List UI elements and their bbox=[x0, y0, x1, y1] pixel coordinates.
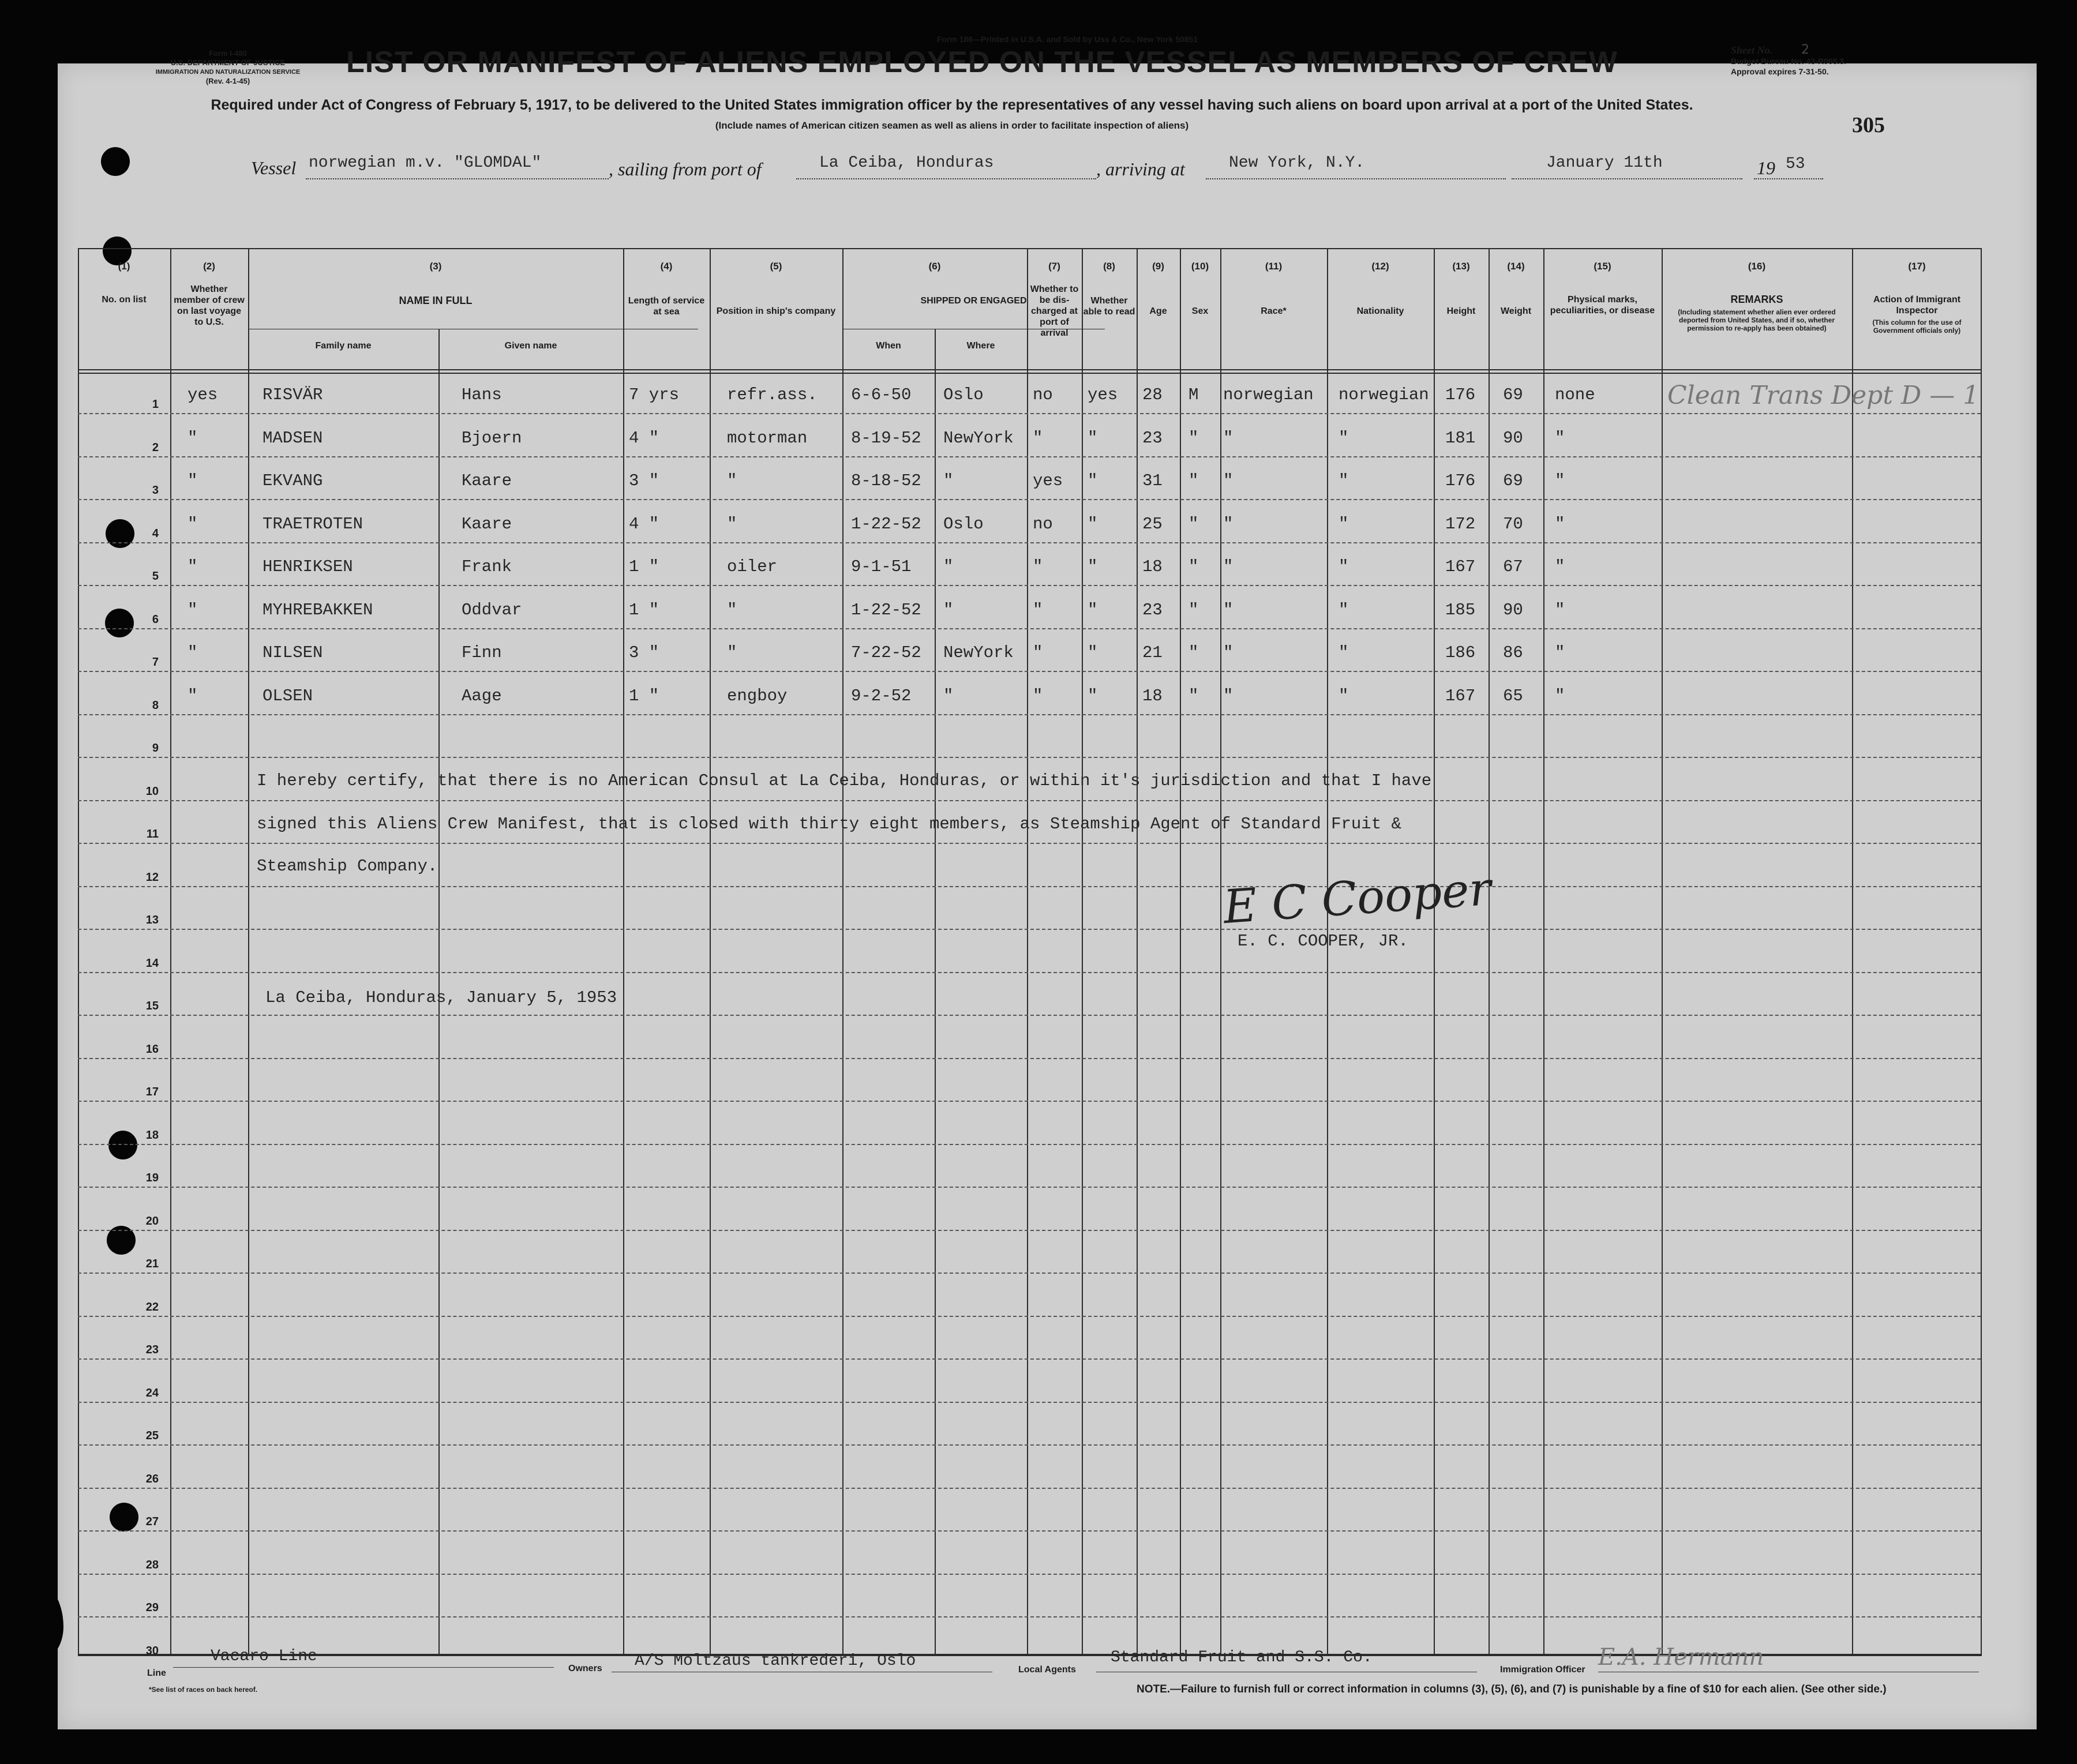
col-num: (5) bbox=[770, 261, 782, 272]
col-head-nationality: Nationality bbox=[1356, 306, 1404, 316]
crew-cell-service: 1 " bbox=[629, 600, 659, 620]
col-head-action-note: (This column for the use of Government officials only) bbox=[1872, 318, 1962, 335]
col-head-discharged: Whether to be dis-charged at port of arrival bbox=[1030, 284, 1079, 338]
agent-signature: E C Cooper bbox=[1221, 861, 1493, 934]
crew-cell-discharged: yes bbox=[1033, 471, 1063, 490]
crew-cell-height: 186 bbox=[1445, 643, 1476, 662]
row-number: 16 bbox=[145, 1042, 159, 1056]
crew-cell-race: " bbox=[1223, 686, 1234, 705]
crew-cell-sex: " bbox=[1189, 471, 1199, 490]
row-number: 20 bbox=[145, 1214, 159, 1228]
crew-cell-service: 7 yrs bbox=[629, 385, 680, 404]
crew-cell-service: 3 " bbox=[629, 643, 659, 662]
crew-cell-nationality: " bbox=[1339, 600, 1349, 620]
crew-cell-given: Aage bbox=[462, 686, 502, 705]
crew-cell-height: 167 bbox=[1445, 686, 1476, 705]
col-num: (15) bbox=[1594, 261, 1611, 272]
row-rule bbox=[78, 499, 1981, 500]
row-rule bbox=[78, 1058, 1981, 1059]
vessel-line bbox=[0, 153, 2077, 182]
sheet-label: Sheet No. bbox=[1731, 44, 1772, 56]
certificate-line-1: I hereby certify, that there is no American Consul at La Ceiba, Honduras, or within it's jurisdiction and that I have bbox=[257, 771, 1432, 790]
row-rule bbox=[78, 929, 1981, 930]
crew-cell-marks: " bbox=[1555, 557, 1565, 576]
col-head-physical: Physical marks, peculiarities, or disease bbox=[1550, 295, 1655, 316]
certificate-line-2: signed this Aliens Crew Manifest, that is closed with thirty eight members, as Steamship Agent of Standard Fruit & bbox=[257, 815, 1401, 834]
row-rule bbox=[78, 800, 1981, 801]
crew-cell-read: " bbox=[1088, 600, 1098, 620]
crew-cell-race: " bbox=[1223, 600, 1234, 620]
crew-cell-weight: 69 bbox=[1503, 471, 1523, 490]
col-head-age: Age bbox=[1149, 306, 1167, 316]
crew-cell-marks: " bbox=[1555, 643, 1565, 662]
crew-cell-age: 18 bbox=[1142, 557, 1163, 576]
crew-cell-age: 31 bbox=[1142, 471, 1163, 490]
crew-cell-height: 176 bbox=[1445, 471, 1476, 490]
row-rule bbox=[78, 628, 1981, 629]
footer bbox=[0, 1644, 2077, 1695]
row-rule bbox=[78, 585, 1981, 586]
crew-cell-family: EKVANG bbox=[263, 471, 323, 490]
col-head-shipped: SHIPPED OR ENGAGED bbox=[920, 296, 1027, 306]
row-number: 14 bbox=[145, 956, 159, 970]
crew-cell-read: " bbox=[1088, 686, 1098, 705]
crew-cell-marks: " bbox=[1555, 686, 1565, 705]
crew-cell-given: Oddvar bbox=[462, 600, 522, 620]
crew-cell-discharged: " bbox=[1033, 600, 1043, 620]
row-rule bbox=[78, 1530, 1981, 1532]
crew-cell-age: 28 bbox=[1142, 385, 1163, 404]
crew-cell-age: 18 bbox=[1142, 686, 1163, 705]
row-rule bbox=[78, 972, 1981, 973]
crew-cell-discharged: no bbox=[1033, 514, 1053, 534]
crew-cell-race: " bbox=[1223, 514, 1234, 534]
crew-cell-service: 4 " bbox=[629, 428, 659, 448]
crew-cell-weight: 86 bbox=[1503, 643, 1523, 662]
row-number: 24 bbox=[145, 1386, 159, 1399]
crew-cell-nationality: norwegian bbox=[1339, 385, 1429, 404]
crew-cell-position: " bbox=[727, 514, 737, 534]
sheet-block bbox=[1731, 45, 1962, 77]
row-rule bbox=[78, 1273, 1981, 1274]
signer-name: E. C. COOPER, JR. bbox=[1238, 932, 1408, 951]
crew-cell-when: 1-22-52 bbox=[851, 600, 921, 620]
row-rule bbox=[78, 542, 1981, 543]
row-number: 2 bbox=[152, 441, 159, 454]
col-head-weight: Weight bbox=[1500, 306, 1532, 316]
col-head-no: No. on list bbox=[102, 295, 147, 305]
crew-cell-where: Oslo bbox=[943, 514, 984, 534]
row-number: 7 bbox=[152, 656, 159, 669]
row-rule bbox=[78, 1316, 1981, 1317]
crew-cell-when: 8-18-52 bbox=[851, 471, 921, 490]
col-num: (10) bbox=[1191, 261, 1209, 272]
vessel-label: Vessel bbox=[251, 157, 297, 178]
crew-cell-where: Oslo bbox=[943, 385, 984, 404]
vessel-value: norwegian m.v. "GLOMDAL" bbox=[309, 154, 542, 172]
crew-table bbox=[78, 248, 1982, 1658]
col-head-name: NAME IN FULL bbox=[399, 295, 473, 306]
col-num: (12) bbox=[1371, 261, 1389, 272]
row-number: 9 bbox=[152, 742, 159, 755]
crew-cell-sex: " bbox=[1189, 600, 1199, 620]
col-head-height: Height bbox=[1446, 306, 1476, 316]
crew-cell-when: 9-1-51 bbox=[851, 557, 912, 576]
row-number: 26 bbox=[145, 1472, 159, 1485]
row-number: 6 bbox=[152, 613, 159, 626]
arrival-date: January 11th bbox=[1546, 154, 1663, 172]
arriving-label: , arriving at bbox=[1096, 159, 1185, 179]
crew-cell-read: " bbox=[1088, 557, 1098, 576]
approval-line: Approval expires 7-31-50. bbox=[1731, 67, 1829, 76]
crew-cell-when: 7-22-52 bbox=[851, 643, 921, 662]
crew-cell-read: " bbox=[1088, 643, 1098, 662]
crew-cell-nationality: " bbox=[1339, 471, 1349, 490]
col-head-read: Whether able to read bbox=[1083, 296, 1135, 317]
col-head-action: Action of Immigrant Inspector bbox=[1873, 295, 1961, 316]
crew-cell-prev: yes bbox=[188, 385, 218, 404]
crew-cell-prev: " bbox=[188, 428, 198, 448]
crew-cell-where: " bbox=[943, 686, 954, 705]
col-num: (17) bbox=[1908, 261, 1926, 272]
row-rule bbox=[78, 1230, 1981, 1231]
row-rule bbox=[78, 757, 1981, 758]
row-rule bbox=[78, 456, 1981, 457]
crew-cell-discharged: no bbox=[1033, 385, 1053, 404]
crew-cell-where: " bbox=[943, 471, 954, 490]
officer-label: Immigration Officer bbox=[1500, 1665, 1585, 1675]
crew-cell-discharged: " bbox=[1033, 686, 1043, 705]
row-rule bbox=[78, 714, 1981, 715]
row-rule bbox=[78, 1358, 1981, 1360]
crew-cell-weight: 90 bbox=[1503, 600, 1523, 620]
form-number: Form I-480 bbox=[209, 49, 247, 58]
crew-cell-service: 4 " bbox=[629, 514, 659, 534]
crew-cell-given: Kaare bbox=[462, 471, 512, 490]
col-head-sex: Sex bbox=[1191, 306, 1209, 316]
certificate-line-3: Steamship Company. bbox=[257, 857, 438, 876]
crew-cell-nationality: " bbox=[1339, 643, 1349, 662]
crew-cell-nationality: " bbox=[1339, 428, 1349, 448]
crew-cell-marks: " bbox=[1555, 471, 1565, 490]
col-head-when: When bbox=[876, 341, 901, 351]
crew-cell-sex: " bbox=[1189, 643, 1199, 662]
row-number: 21 bbox=[145, 1258, 159, 1270]
row-rule bbox=[78, 843, 1981, 844]
crew-cell-position: engboy bbox=[727, 686, 788, 705]
crew-cell-weight: 67 bbox=[1503, 557, 1523, 576]
crew-cell-sex: " bbox=[1189, 686, 1199, 705]
crew-cell-sex: M bbox=[1189, 385, 1199, 404]
row-number: 18 bbox=[145, 1128, 159, 1142]
crew-cell-height: 167 bbox=[1445, 557, 1476, 576]
crew-cell-read: yes bbox=[1088, 385, 1118, 404]
row-rule bbox=[78, 671, 1981, 672]
row-number: 30 bbox=[145, 1644, 159, 1657]
row-number: 4 bbox=[152, 527, 159, 540]
crew-cell-prev: " bbox=[188, 471, 198, 490]
races-note: *See list of races on back hereof. bbox=[149, 1686, 258, 1694]
line-label: Line bbox=[147, 1668, 166, 1678]
owners-label: Owners bbox=[568, 1664, 602, 1673]
arriving-value: New York, N.Y. bbox=[1229, 154, 1365, 172]
crew-cell-when: 8-19-52 bbox=[851, 428, 921, 448]
crew-cell-age: 23 bbox=[1142, 428, 1163, 448]
col-num: (14) bbox=[1507, 261, 1525, 272]
crew-cell-height: 185 bbox=[1445, 600, 1476, 620]
col-head-race: Race* bbox=[1261, 306, 1287, 316]
row-rule bbox=[78, 1444, 1981, 1446]
crew-cell-family: OLSEN bbox=[263, 686, 313, 705]
crew-cell-race: norwegian bbox=[1223, 385, 1314, 404]
crew-cell-race: " bbox=[1223, 471, 1234, 490]
row-number: 28 bbox=[145, 1558, 159, 1571]
col-num: (3) bbox=[429, 261, 442, 272]
crew-cell-where: " bbox=[943, 557, 954, 576]
crew-cell-given: Kaare bbox=[462, 514, 512, 534]
agents-value: Standard Fruit and S.S. Co. bbox=[1111, 1649, 1373, 1667]
col-num: (16) bbox=[1748, 261, 1766, 272]
crew-cell-weight: 69 bbox=[1503, 385, 1523, 404]
crew-cell-age: 23 bbox=[1142, 600, 1163, 620]
crew-cell-when: 9-2-52 bbox=[851, 686, 912, 705]
crew-cell-where: NewYork bbox=[943, 643, 1014, 662]
crew-cell-family: MADSEN bbox=[263, 428, 323, 448]
crew-cell-sex: " bbox=[1189, 514, 1199, 534]
crew-cell-race: " bbox=[1223, 428, 1234, 448]
col-num: (7) bbox=[1048, 261, 1060, 272]
crew-cell-given: Bjoern bbox=[462, 428, 522, 448]
row-number: 29 bbox=[145, 1601, 159, 1614]
col-num: (11) bbox=[1265, 261, 1283, 272]
row-number: 15 bbox=[145, 1000, 159, 1012]
crew-cell-discharged: " bbox=[1033, 557, 1043, 576]
line-value: Vacaro Line bbox=[211, 1647, 317, 1665]
crew-cell-height: 181 bbox=[1445, 428, 1476, 448]
budget-line: Budget Bureau No. 43-R065.3. bbox=[1731, 57, 1846, 66]
col-head-prev-voyage: Whether member of crew on last voyage to U.S. bbox=[174, 284, 245, 327]
crew-cell-position: " bbox=[727, 600, 737, 620]
row-rule bbox=[78, 1402, 1981, 1403]
crew-cell-position: refr.ass. bbox=[727, 385, 818, 404]
crew-cell-given: Finn bbox=[462, 643, 502, 662]
row-number: 12 bbox=[145, 870, 159, 884]
crew-cell-sex: " bbox=[1189, 557, 1199, 576]
col-head-service: Length of service at sea bbox=[628, 296, 705, 317]
crew-cell-marks: " bbox=[1555, 514, 1565, 534]
col-head-position: Position in ship's company bbox=[716, 306, 836, 316]
row-number: 11 bbox=[146, 828, 159, 840]
crew-cell-where: " bbox=[943, 600, 954, 620]
crew-cell-prev: " bbox=[188, 686, 198, 705]
crew-cell-race: " bbox=[1223, 557, 1234, 576]
crew-cell-race: " bbox=[1223, 643, 1234, 662]
form-subnote: (Include names of American citizen seamen as well as aliens in order to facilitate inspection of aliens) bbox=[715, 120, 1189, 131]
crew-cell-prev: " bbox=[188, 600, 198, 620]
col-head-where: Where bbox=[966, 341, 995, 351]
crew-cell-prev: " bbox=[188, 514, 198, 534]
row-rule bbox=[78, 1101, 1981, 1102]
row-number: 17 bbox=[145, 1086, 159, 1098]
crew-cell-family: MYHREBAKKEN bbox=[263, 600, 373, 620]
row-rule bbox=[78, 1616, 1981, 1617]
col-head-remarks-note: (Including statement whether alien ever ordered deported from United States, and if so, whether permission to re-apply has been obtained) bbox=[1678, 308, 1836, 332]
crew-cell-position: " bbox=[727, 471, 737, 490]
crew-cell-nationality: " bbox=[1339, 557, 1349, 576]
row-rule bbox=[78, 1144, 1981, 1145]
crew-cell-service: 1 " bbox=[629, 557, 659, 576]
col-head-given: Given name bbox=[504, 341, 557, 351]
col-num: (1) bbox=[118, 261, 130, 272]
crew-cell-marks: " bbox=[1555, 600, 1565, 620]
torn-corner bbox=[0, 1575, 63, 1661]
row-number: 19 bbox=[145, 1172, 159, 1184]
remarks-pencil-note: Clean Trans Dept D — 1 bbox=[1667, 381, 1979, 410]
row-rule bbox=[78, 1187, 1981, 1188]
crew-cell-given: Hans bbox=[462, 385, 502, 404]
crew-cell-where: NewYork bbox=[943, 428, 1014, 448]
page-title: LIST OR MANIFEST OF ALIENS EMPLOYED ON THE VESSEL AS MEMBERS OF CREW bbox=[346, 46, 1618, 79]
crew-cell-weight: 70 bbox=[1503, 514, 1523, 534]
sailing-value: La Ceiba, Honduras bbox=[819, 154, 994, 172]
crew-cell-service: 3 " bbox=[629, 471, 659, 490]
row-number: 5 bbox=[152, 570, 159, 583]
crew-cell-nationality: " bbox=[1339, 686, 1349, 705]
col-num: (8) bbox=[1103, 261, 1115, 272]
crew-cell-read: " bbox=[1088, 471, 1098, 490]
crew-cell-sex: " bbox=[1189, 428, 1199, 448]
year-prefix: 19 bbox=[1757, 157, 1775, 178]
printer-line: Form 186—Printed in U.S.A. and Sold by Uss & Co., New York 50851 bbox=[936, 35, 1198, 44]
crew-cell-family: TRAETROTEN bbox=[263, 514, 363, 534]
crew-cell-discharged: " bbox=[1033, 428, 1043, 448]
row-rule bbox=[78, 1488, 1981, 1489]
page-number: 305 bbox=[1852, 113, 1885, 137]
row-rule bbox=[78, 1015, 1981, 1016]
crew-cell-marks: none bbox=[1555, 385, 1595, 404]
crew-cell-position: " bbox=[727, 643, 737, 662]
year-value: 53 bbox=[1786, 155, 1805, 173]
agents-label: Local Agents bbox=[1018, 1665, 1076, 1675]
col-num: (9) bbox=[1152, 261, 1164, 272]
row-rule bbox=[78, 886, 1981, 887]
crew-cell-position: oiler bbox=[727, 557, 778, 576]
row-number: 8 bbox=[152, 699, 159, 712]
row-rule bbox=[78, 413, 1981, 414]
col-num: (13) bbox=[1452, 261, 1470, 272]
penalty-note: NOTE.—Failure to furnish full or correct information in columns (3), (5), (6), and (7) is punishable by a fine of $10 for each alien. (See other side.) bbox=[1137, 1683, 1887, 1695]
crew-cell-height: 172 bbox=[1445, 514, 1476, 534]
officer-signature: E.A. Hermann bbox=[1598, 1644, 1764, 1671]
crew-cell-weight: 65 bbox=[1503, 686, 1523, 705]
form-subtitle: Required under Act of Congress of February 5, 1917, to be delivered to the United States immigration officer by the representatives of any vessel having such aliens on board upon arrival at a port of the United States. bbox=[211, 97, 1693, 113]
col-num: (4) bbox=[660, 261, 673, 272]
crew-cell-discharged: " bbox=[1033, 643, 1043, 662]
crew-cell-height: 176 bbox=[1445, 385, 1476, 404]
crew-cell-service: 1 " bbox=[629, 686, 659, 705]
crew-cell-read: " bbox=[1088, 428, 1098, 448]
sheet-number: 2 bbox=[1801, 43, 1809, 57]
crew-cell-when: 1-22-52 bbox=[851, 514, 921, 534]
crew-cell-when: 6-6-50 bbox=[851, 385, 912, 404]
row-rule bbox=[78, 1574, 1981, 1575]
crew-cell-read: " bbox=[1088, 514, 1098, 534]
revision: (Rev. 4-1-45) bbox=[205, 77, 250, 85]
col-head-family: Family name bbox=[315, 341, 372, 351]
crew-cell-age: 21 bbox=[1142, 643, 1163, 662]
owners-value: A/S Moltzaus tankrederi, Oslo bbox=[635, 1652, 916, 1670]
crew-cell-family: RISVÄR bbox=[263, 385, 323, 404]
row-number: 23 bbox=[145, 1343, 159, 1356]
form-id-block bbox=[87, 49, 369, 86]
sailing-label: , sailing from port of bbox=[609, 159, 762, 179]
crew-cell-weight: 90 bbox=[1503, 428, 1523, 448]
row-number: 10 bbox=[145, 785, 159, 798]
row-number: 27 bbox=[145, 1515, 159, 1528]
col-head-remarks: REMARKS bbox=[1730, 294, 1783, 305]
service: IMMIGRATION AND NATURALIZATION SERVICE bbox=[155, 69, 301, 76]
row-number: 22 bbox=[145, 1300, 159, 1313]
crew-cell-family: HENRIKSEN bbox=[263, 557, 353, 576]
crew-cell-position: motorman bbox=[727, 428, 808, 448]
col-num: (2) bbox=[203, 261, 215, 272]
crew-cell-prev: " bbox=[188, 557, 198, 576]
col-num: (6) bbox=[928, 261, 941, 272]
crew-cell-prev: " bbox=[188, 643, 198, 662]
department: U.S. DEPARTMENT OF JUSTICE bbox=[170, 58, 286, 67]
crew-cell-age: 25 bbox=[1142, 514, 1163, 534]
crew-cell-given: Frank bbox=[462, 557, 512, 576]
row-number: 13 bbox=[145, 914, 159, 926]
crew-cell-marks: " bbox=[1555, 428, 1565, 448]
crew-cell-nationality: " bbox=[1339, 514, 1349, 534]
row-number: 3 bbox=[152, 484, 159, 497]
crew-cell-family: NILSEN bbox=[263, 643, 323, 662]
row-number: 1 bbox=[152, 398, 159, 411]
row-number: 25 bbox=[145, 1429, 159, 1442]
place-date: La Ceiba, Honduras, January 5, 1953 bbox=[265, 988, 617, 1007]
